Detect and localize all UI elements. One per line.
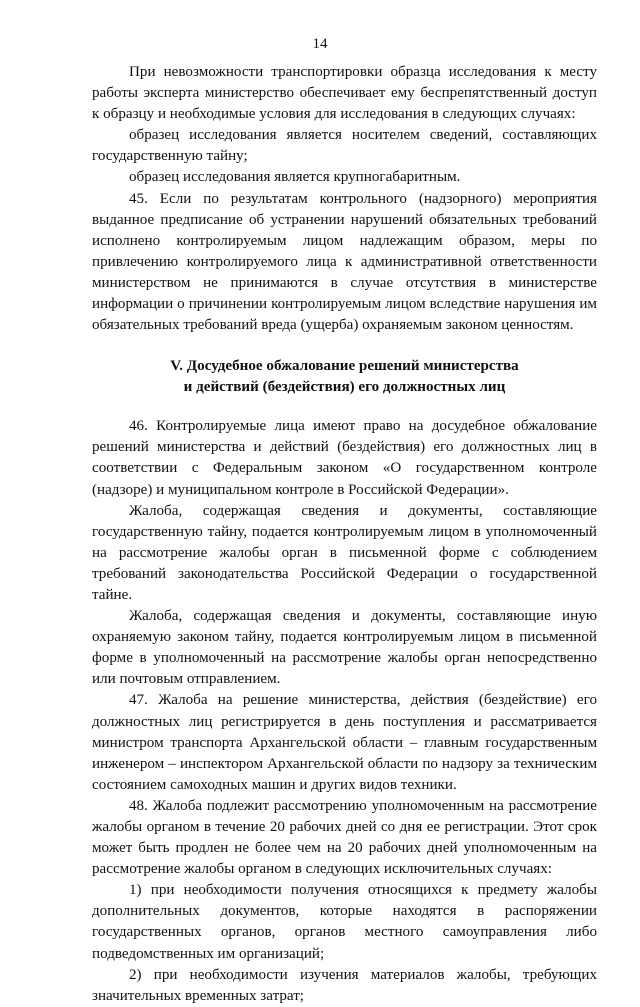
paragraph-access-to-sample: При невозможности транспортировки образца исследования к месту работы эксперта министерство обеспечивает ему беспрепятственный доступ к образцу и необходимые условия для исследования в следующих случаях: — [92, 64, 597, 123]
paragraph-47: 47. Жалоба на решение министерства, действия (бездействие) его должностных лиц регистрируется в день поступления и рассматривается министром транспорта Архангельской области – главным государственным инженером – инспектором Архангельской области по надзору за техническим состоянием самоходных машин и других видов техники. — [92, 692, 597, 793]
page-number: 14 — [312, 36, 328, 52]
list-item-1: 1) при необходимости получения относящихся к предмету жалобы дополнительных документов, которые находятся в распоряжении государственных органов, органов местного самоуправления либо подведомственных им организаций; — [92, 882, 597, 962]
paragraph-complaint-other-secret: Жалоба, содержащая сведения и документы, составляющие иную охраняемую законом тайну, подается контролируемым лицом в письменной форме в уполномоченный на рассмотрение жалобы орган непосредственно или почтовым отправлением. — [92, 608, 597, 688]
document-body — [92, 62, 597, 1007]
paragraph-complaint-state-secret: Жалоба, содержащая сведения и документы, составляющие государственную тайну, подается контролируемым лицом в уполномоченный на рассмотрение жалобы орган в письменной форме с соблюдением требований законодательства Российской Федерации о государственной тайне. — [92, 502, 597, 603]
paragraph-oversized-sample: образец исследования является крупногабаритным. — [129, 169, 461, 186]
section-heading-line-2: и действий (бездействия) его должностных лиц — [183, 379, 506, 396]
paragraph-45: 45. Если по результатам контрольного (надзорного) мероприятия выданное предписание об устранении нарушений обязательных требований исполнено контролируемым лицом надлежащим образом, меры по привлечению контролируемого лица к административной ответственности министерством не принимаются в случае отсутствия в министерстве информации о причинении контролируемым лицом вследствие нарушения им обязательных требований вреда (ущерба) охраняемым законом ценностям. — [92, 190, 597, 334]
list-item-2: 2) при необходимости изучения материалов жалобы, требующих значительных временных затрат; — [92, 966, 597, 1004]
paragraph-48: 48. Жалоба подлежит рассмотрению уполномоченным на рассмотрение жалобы органом в течение 20 рабочих дней со дня ее регистрации. Этот срок может быть продлен не более чем на 20 рабочих дней уполномоченным на рассмотрение жалобы органом в следующих исключительных случаях: — [92, 797, 597, 878]
paragraph-state-secret-carrier: образец исследования является носителем сведений, составляющих государственную тайну; — [92, 127, 597, 165]
paragraph-46: 46. Контролируемые лица имеют право на досудебное обжалование решений министерства и действий (бездействия) его должностных лиц в соответствии с Федеральным законом «О государственном контроле (надзоре) и муниципальном контроле в Российской Федерации». — [92, 418, 597, 498]
section-heading — [92, 356, 597, 398]
section-heading-line-1: V. Досудебное обжалование решений министерства — [170, 358, 519, 375]
